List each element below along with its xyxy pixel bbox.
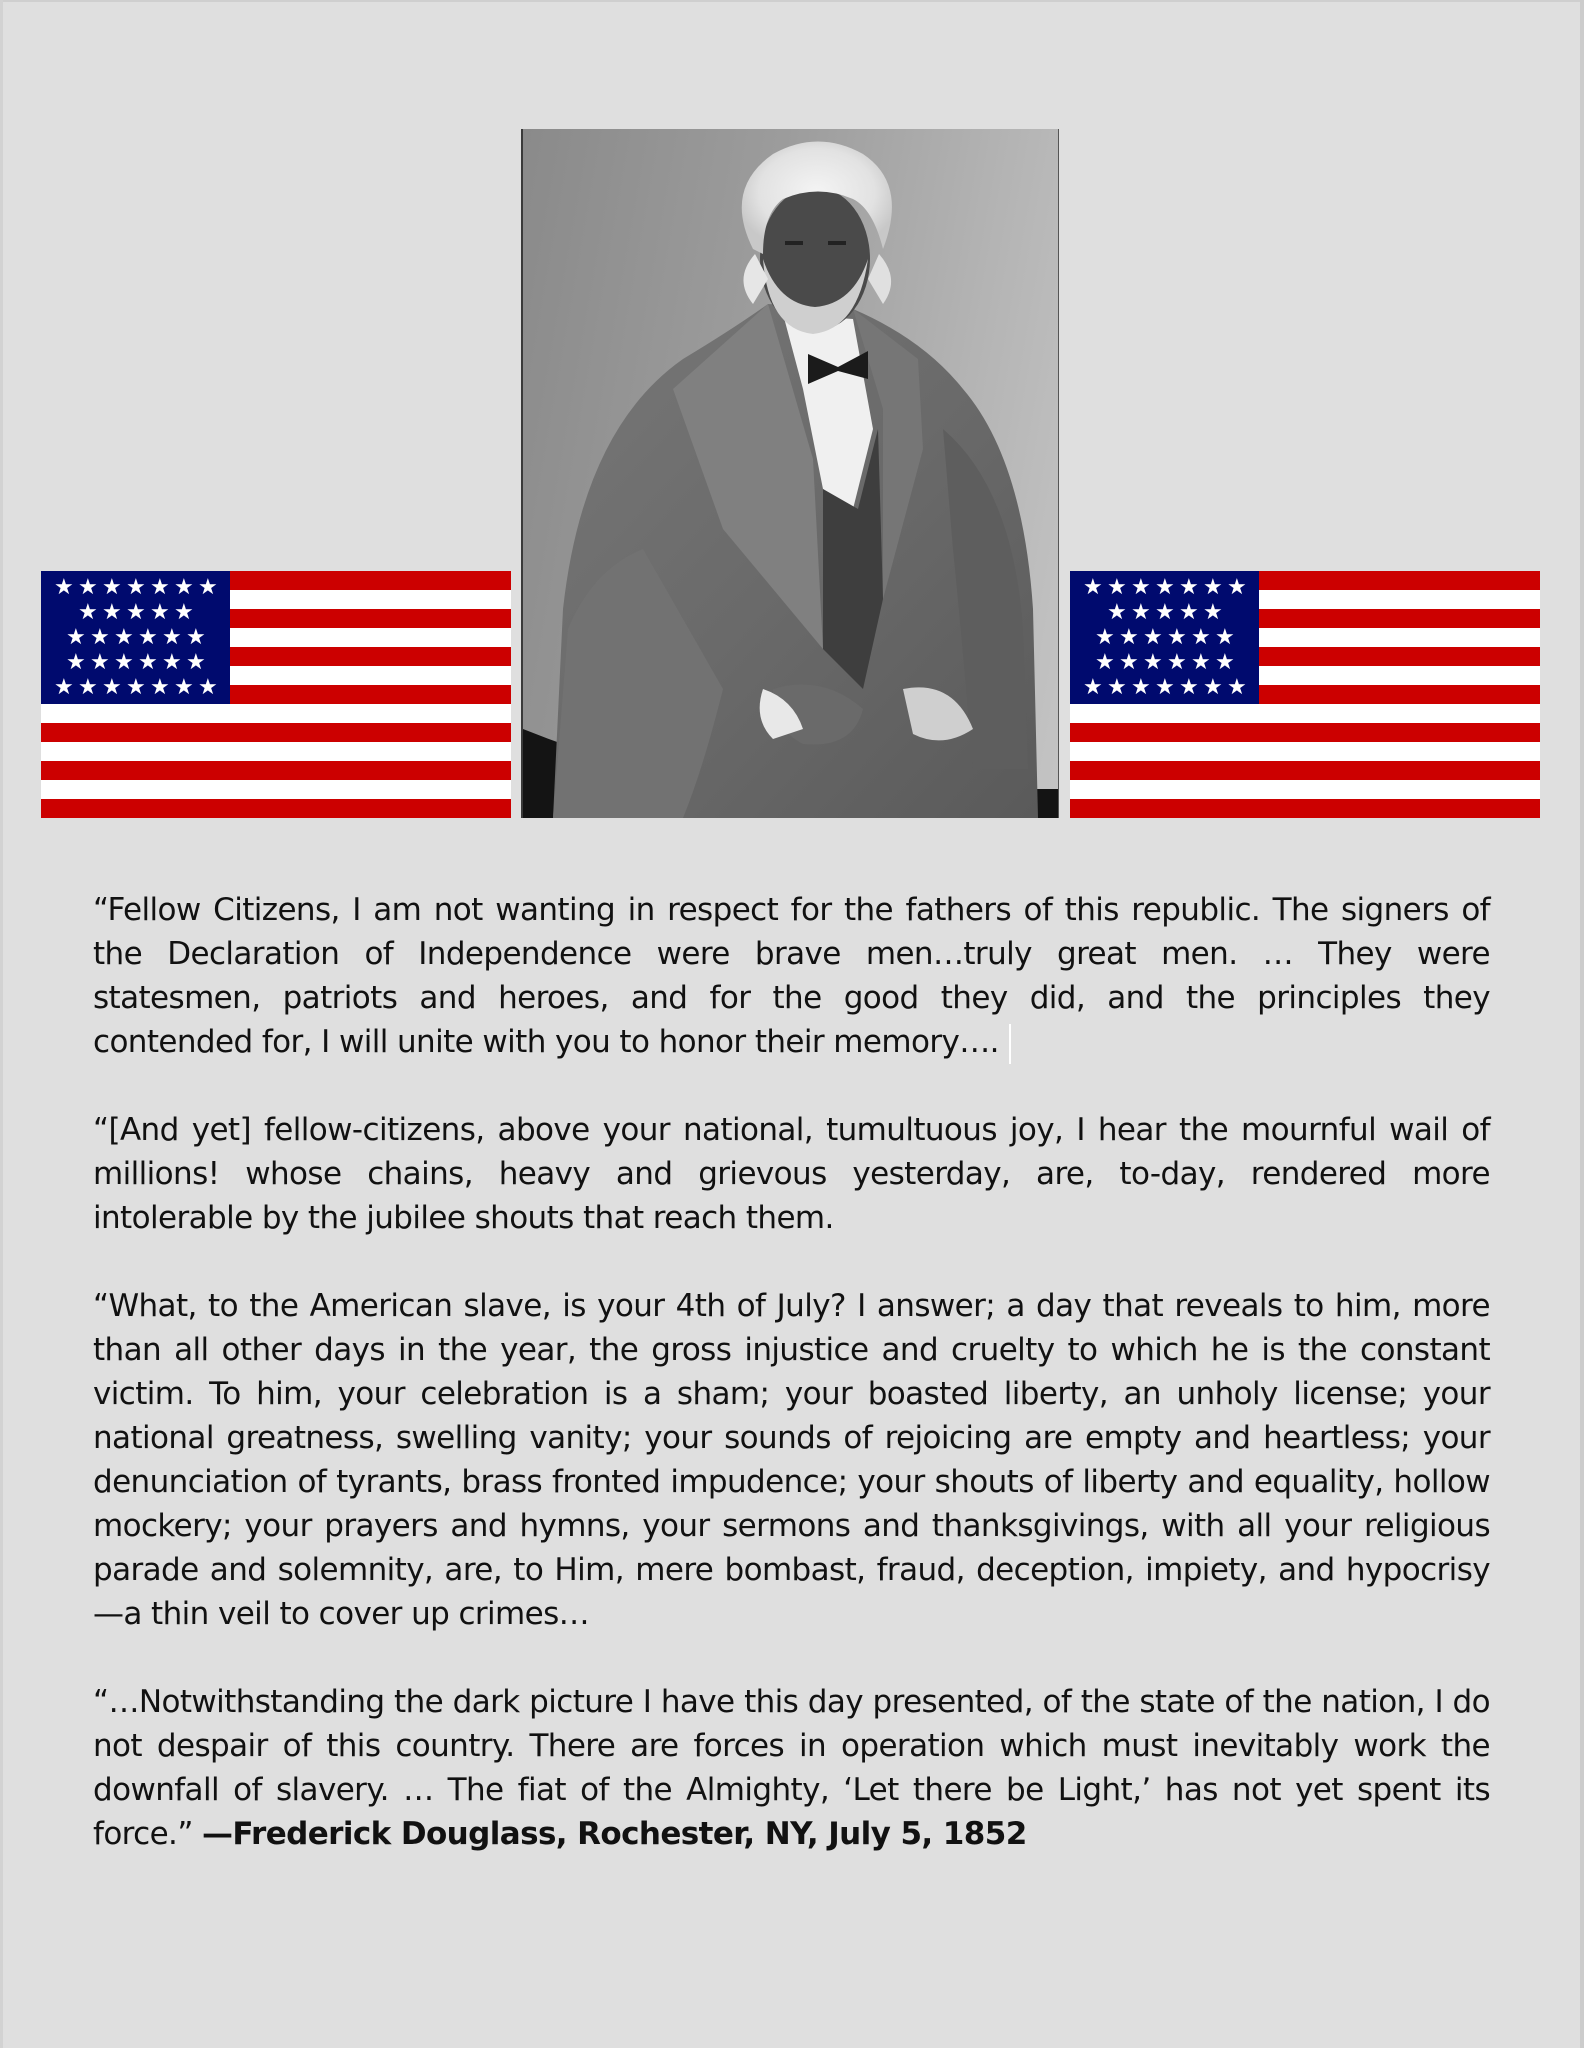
flag-stripe [41,723,511,742]
quote-attribution: —Frederick Douglass, Rochester, NY, July 5, 1852 [202,1816,1027,1852]
flag-star-row [41,599,230,625]
star-icon: ★ [1191,624,1211,650]
star-icon: ★ [1203,674,1223,700]
page-border-left [0,0,3,2048]
star-icon: ★ [126,674,146,700]
flag-stripe [41,799,511,818]
flag-stripe [1070,704,1540,723]
star-icon: ★ [174,599,194,625]
star-icon: ★ [1143,649,1163,675]
text-cursor-mark [1009,1024,1011,1064]
quote-paragraph-4 [93,1680,1490,1856]
quote-paragraph-2: “[And yet] fellow-citizens, above your national, tumultuous joy, I hear the mournful wail of millions! whose chains, heavy and grievous yesterday, are, to-day, rendered more intolerable by the jubilee shouts that reach them. [93,1112,1490,1236]
page-border-top [0,0,1584,2]
quote-paragraph-1-text: “Fellow Citizens, I am not wanting in respect for the fathers of this republic. The signers of the Declaration of Independence were brave men…truly great men. … They were statesmen, patriots and heroes, and for the good they did, and the principles they contended for, I will unite with you to honor their memory…. [93,892,1490,1060]
star-icon: ★ [126,599,146,625]
american-flag-right [1070,571,1540,818]
star-icon: ★ [102,574,122,600]
star-icon: ★ [90,649,110,675]
star-icon: ★ [1119,649,1139,675]
star-icon: ★ [114,624,134,650]
flag-star-row [1070,574,1259,600]
star-icon: ★ [150,574,170,600]
flag-star-row [1070,674,1259,700]
star-icon: ★ [1179,599,1199,625]
flag-canton [1070,571,1259,704]
star-icon: ★ [162,624,182,650]
star-icon: ★ [1107,674,1127,700]
star-icon: ★ [1215,624,1235,650]
flag-stripe [1070,780,1540,799]
star-icon: ★ [174,574,194,600]
star-icon: ★ [1179,574,1199,600]
quote-paragraph-3: “What, to the American slave, is your 4th of July? I answer; a day that reveals to him, more than all other days in the year, the gross injustice and cruelty to which he is the constant victim. To him, your celebration is a sham; your boasted liberty, an unholy license; your national greatness, swelling vanity; your sounds of rejoicing are empty and heartless; your denunciation of tyrants, brass fronted impudence; your shouts of liberty and equality, hollow mockery; your prayers and hymns, your sermons and thanksgivings, with all your religious parade and solemnity, are, to Him, mere bombast, fraud, deception, impiety, and hypocrisy—a thin veil to cover up crimes… [93,1288,1490,1632]
star-icon: ★ [1131,599,1151,625]
flag-stripe [1070,799,1540,818]
quote-paragraph-4-text: “…Notwithstanding the dark picture I have this day presented, of the state of the nation, I do not despair of this country. There are forces in operation which must inevitably work the downfall of slavery. … The fiat of the Almighty, ‘Let there be Light,’ has not yet spent its force.” [93,1684,1490,1852]
flag-star-row [41,574,230,600]
star-icon: ★ [186,624,206,650]
star-icon: ★ [1227,574,1247,600]
american-flag-left [41,571,511,818]
page-border-right [1580,0,1584,2048]
star-icon: ★ [1155,599,1175,625]
star-icon: ★ [54,574,74,600]
star-icon: ★ [66,649,86,675]
star-icon: ★ [1191,649,1211,675]
star-icon: ★ [78,574,98,600]
flag-star-row [1070,599,1259,625]
flag-star-row [41,674,230,700]
star-icon: ★ [1095,649,1115,675]
star-icon: ★ [174,674,194,700]
flag-stripe [41,704,511,723]
flag-stripe [1070,761,1540,780]
flag-star-row [1070,649,1259,675]
star-icon: ★ [162,649,182,675]
star-icon: ★ [1143,624,1163,650]
flag-star-row [41,624,230,650]
star-icon: ★ [1155,574,1175,600]
flag-stripe [41,761,511,780]
star-icon: ★ [66,624,86,650]
star-icon: ★ [54,674,74,700]
star-icon: ★ [126,574,146,600]
star-icon: ★ [198,674,218,700]
star-icon: ★ [1119,624,1139,650]
portrait-illustration [523,129,1059,818]
flag-star-row [1070,624,1259,650]
star-icon: ★ [114,649,134,675]
star-icon: ★ [78,599,98,625]
flag-star-row [41,649,230,675]
star-icon: ★ [138,649,158,675]
star-icon: ★ [1203,574,1223,600]
star-icon: ★ [150,599,170,625]
flag-stripe [1070,723,1540,742]
star-icon: ★ [1095,624,1115,650]
star-icon: ★ [1083,674,1103,700]
star-icon: ★ [186,649,206,675]
star-icon: ★ [1107,574,1127,600]
flag-stripe [41,780,511,799]
frederick-douglass-portrait [521,129,1059,818]
star-icon: ★ [1227,674,1247,700]
quote-paragraph-1 [93,888,1490,1064]
flag-stripe [41,742,511,761]
star-icon: ★ [198,574,218,600]
star-icon: ★ [138,624,158,650]
star-icon: ★ [1107,599,1127,625]
star-icon: ★ [102,599,122,625]
star-icon: ★ [78,674,98,700]
star-icon: ★ [90,624,110,650]
star-icon: ★ [1083,574,1103,600]
star-icon: ★ [1167,624,1187,650]
star-icon: ★ [1203,599,1223,625]
star-icon: ★ [1131,674,1151,700]
speech-quote [93,888,1490,1900]
star-icon: ★ [1215,649,1235,675]
star-icon: ★ [102,674,122,700]
flag-stripe [1070,742,1540,761]
star-icon: ★ [1179,674,1199,700]
star-icon: ★ [150,674,170,700]
star-icon: ★ [1131,574,1151,600]
flag-canton [41,571,230,704]
star-icon: ★ [1155,674,1175,700]
star-icon: ★ [1167,649,1187,675]
